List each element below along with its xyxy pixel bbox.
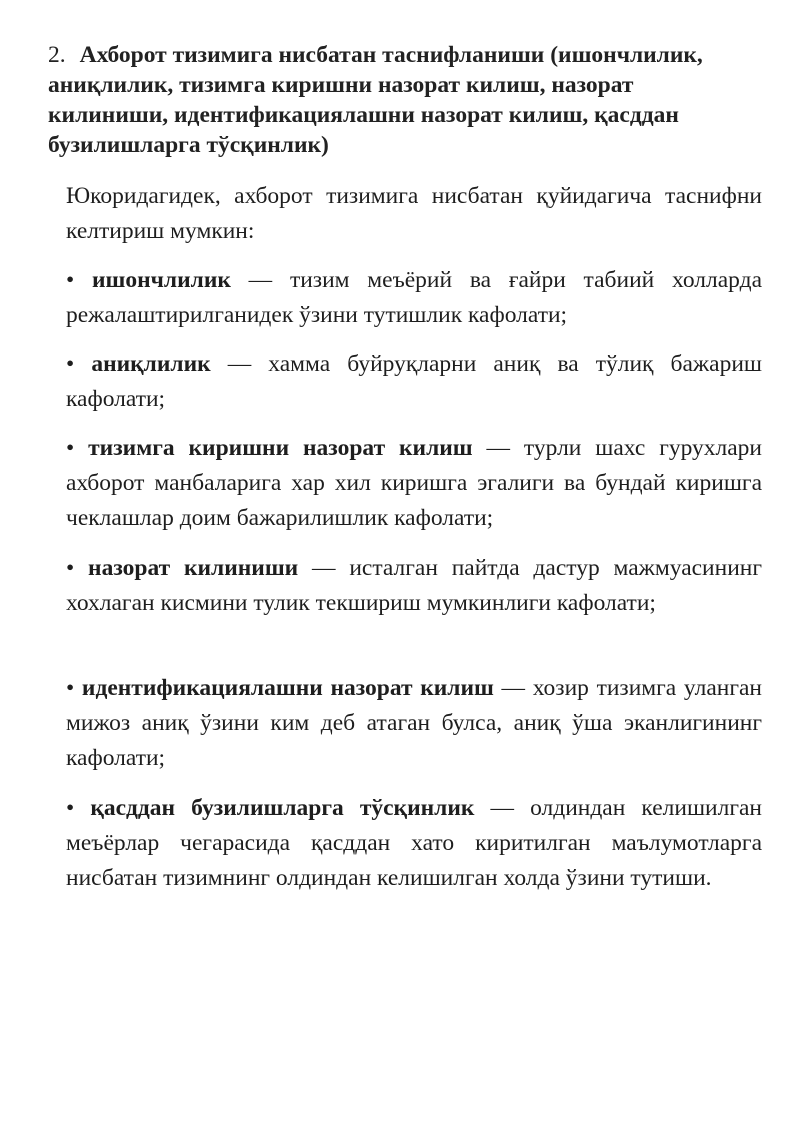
section-number: 2. xyxy=(48,42,66,68)
item-term: тизимга киришни назорат килиш xyxy=(88,435,473,461)
section-heading xyxy=(48,40,748,160)
bullet: • xyxy=(66,351,75,377)
item-term: аниқлилик xyxy=(91,351,211,377)
item-text: — олдиндан келишилган меъёрлар чегарасида қасддан хато киритилган маълумотларга нисбатан тизимнинг олдиндан келишилган холда ўзини тутиши. xyxy=(66,795,762,891)
list-item xyxy=(66,263,762,333)
item-term: қасддан бузилишларга тўсқинлик xyxy=(90,795,475,821)
bullet: • xyxy=(66,435,75,461)
bullet: • xyxy=(66,267,75,293)
item-term: ишончлилик xyxy=(92,267,231,293)
bullet: • xyxy=(66,555,75,581)
item-text: — хамма буйруқларни аниқ ва тўлиқ бажариш кафолати; xyxy=(66,351,763,412)
list-item xyxy=(66,791,762,896)
bullet: • xyxy=(66,675,75,701)
item-text: — хозир тизимга уланган мижоз аниқ ўзини ким деб атаган булса, аниқ ўша эканлигининг кафолати; xyxy=(66,675,762,771)
item-text: — исталган пайтда дастур мажмуасининг хохлаган кисмини тулик текшириш мумкинлиги кафолати; xyxy=(66,555,762,616)
item-term: идентификациялашни назорат килиш xyxy=(81,675,494,701)
item-term: назорат килиниши xyxy=(88,555,299,581)
intro-paragraph: Юкоридагидек, ахборот тизимига нисбатан қуйидагича таснифни келтириш мумкин: xyxy=(66,183,762,244)
list-item xyxy=(66,671,762,776)
item-text: — тизим меъёрий ва ғайри табиий холларда режалаштирилганидек ўзини тутишлик кафолати; xyxy=(66,267,762,328)
item-text: — турли шахс гурухлари ахборот манбаларига хар хил киришга эгалиги ва бундай киришга чеклашлар доим бажарилишлик кафолати; xyxy=(66,435,763,531)
list-item xyxy=(66,347,762,417)
list-item xyxy=(66,431,762,536)
section-title: Ахборот тизимига нисбатан таснифланиши (ишончлилик, аниқлилик, тизимга киришни назорат килиш, назорат килиниши, идентификациялашни назорат килиш, қасддан бузилишларга тўсқинлик) xyxy=(48,42,703,158)
list-item xyxy=(66,551,762,621)
bullet: • xyxy=(66,795,75,821)
